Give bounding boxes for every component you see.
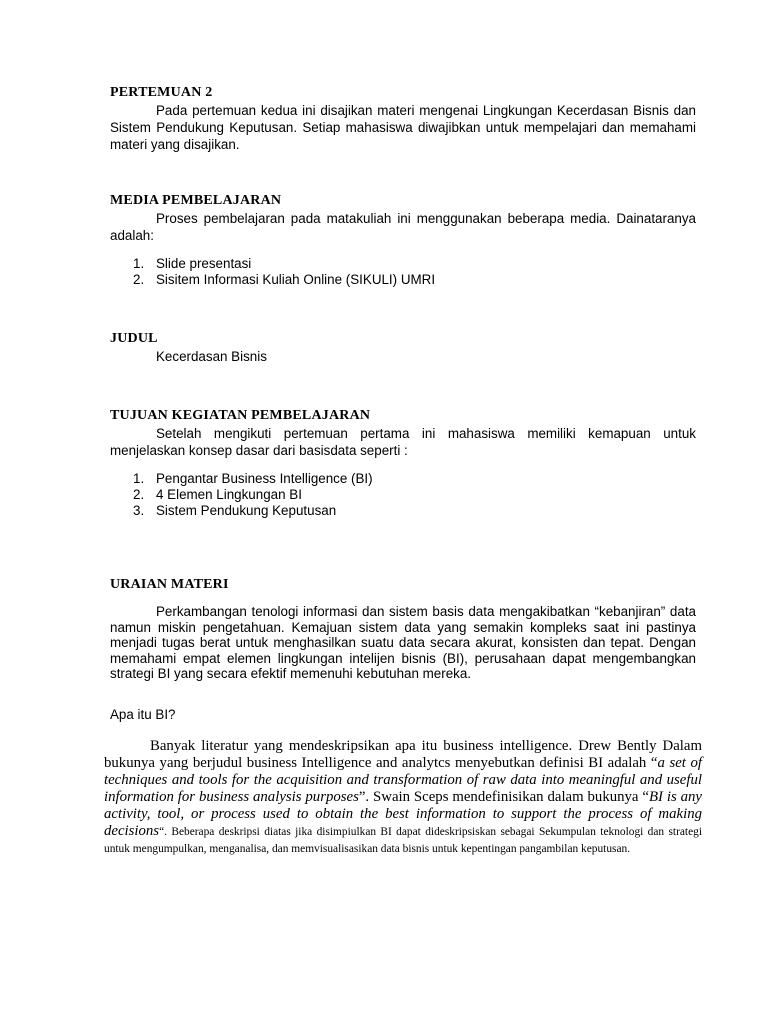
bi-part2: ”. Swain Sceps mendefinisikan dalam bukunya “: [358, 789, 649, 805]
list-label: 4 Elemen Lingkungan BI: [156, 487, 302, 502]
bi-part3: “. Beberapa deskripsi diatas jika disimpiulkan BI dapat dideskripsiskan sebagai Sekumpulan teknologi dan strategi untuk mengumpulkan, menganalisa, dan memvisualisasikan data bisnis untuk kepentingan pangambilan keputusan.: [104, 826, 702, 855]
list-number: 3.: [133, 503, 145, 518]
media-heading: MEDIA PEMBELAJARAN: [110, 193, 282, 208]
bi-part1: Banyak literatur yang mendeskripsikan apa itu business intelligence. Drew Bently Dalam bukunya yang berjudul business Intelligence and analytcs menyebutkan definisi BI adalah “: [104, 738, 702, 771]
list-number: 1.: [133, 256, 145, 271]
media-text: Proses pembelajaran pada matakuliah ini menggunakan beberapa media. Dainataranya adalah:: [110, 211, 696, 243]
tujuan-list: [133, 471, 373, 519]
list-item: [133, 503, 373, 519]
judul-text: Kecerdasan Bisnis: [156, 349, 267, 364]
tujuan-heading: TUJUAN KEGIATAN PEMBELAJARAN: [110, 408, 371, 423]
list-label: Sistem Pendukung Keputusan: [156, 503, 337, 518]
uraian-text: Perkambangan tenologi informasi dan sistem basis data mengakibatkan “kebanjiran” data namun miskin pengetahuan. Kemajuan sistem data yang semakin kompleks saat ini pastinya menjadi tugas berat untuk menghasilkan suatu data secara akurat, konsisten dan tepat. Dengan memahami empat elemen lingkungan intelijen bisnis (BI), perusahaan dapat mengembangkan strategi BI yang secara efektif memenuhi kebutuhan mereka.: [110, 604, 696, 682]
list-number: 1.: [133, 471, 145, 486]
list-label: Pengantar Business Intelligence (BI): [156, 471, 373, 486]
question-text: Apa itu BI?: [110, 707, 176, 722]
list-item: [133, 272, 435, 288]
judul-heading: JUDUL: [110, 331, 158, 346]
list-item: [133, 471, 373, 487]
pertemuan-text: Pada pertemuan kedua ini disajikan materi mengenai Lingkungan Kecerdasan Bisnis dan Sistem Pendukung Keputusan. Setiap mahasiswa diwajibkan untuk mempelajari dan memahami materi yang disajikan.: [110, 103, 696, 152]
list-item: [133, 487, 373, 503]
list-label: Sisitem Informasi Kuliah Online (SIKULI) UMRI: [156, 272, 436, 287]
list-item: [133, 256, 435, 272]
list-label: Slide presentasi: [156, 256, 252, 271]
media-list: [133, 256, 435, 288]
list-number: 2.: [133, 272, 145, 287]
pertemuan-heading: PERTEMUAN 2: [110, 85, 213, 100]
tujuan-text: Setelah mengikuti pertemuan pertama ini mahasiswa memiliki kemapuan untuk menjelaskan konsep dasar dari basisdata seperti :: [110, 426, 696, 458]
bi-quote2: BI is any activity, tool, or process used to obtain the best information to support the process of making decisions: [104, 789, 702, 839]
bi-definition-text: [104, 738, 702, 857]
uraian-heading: URAIAN MATERI: [110, 577, 229, 592]
list-number: 2.: [133, 487, 145, 502]
bi-quote1: a set of techniques and tools for the acquisition and transformation of raw data into meaningful and useful information for business analysis purposes: [104, 755, 702, 805]
